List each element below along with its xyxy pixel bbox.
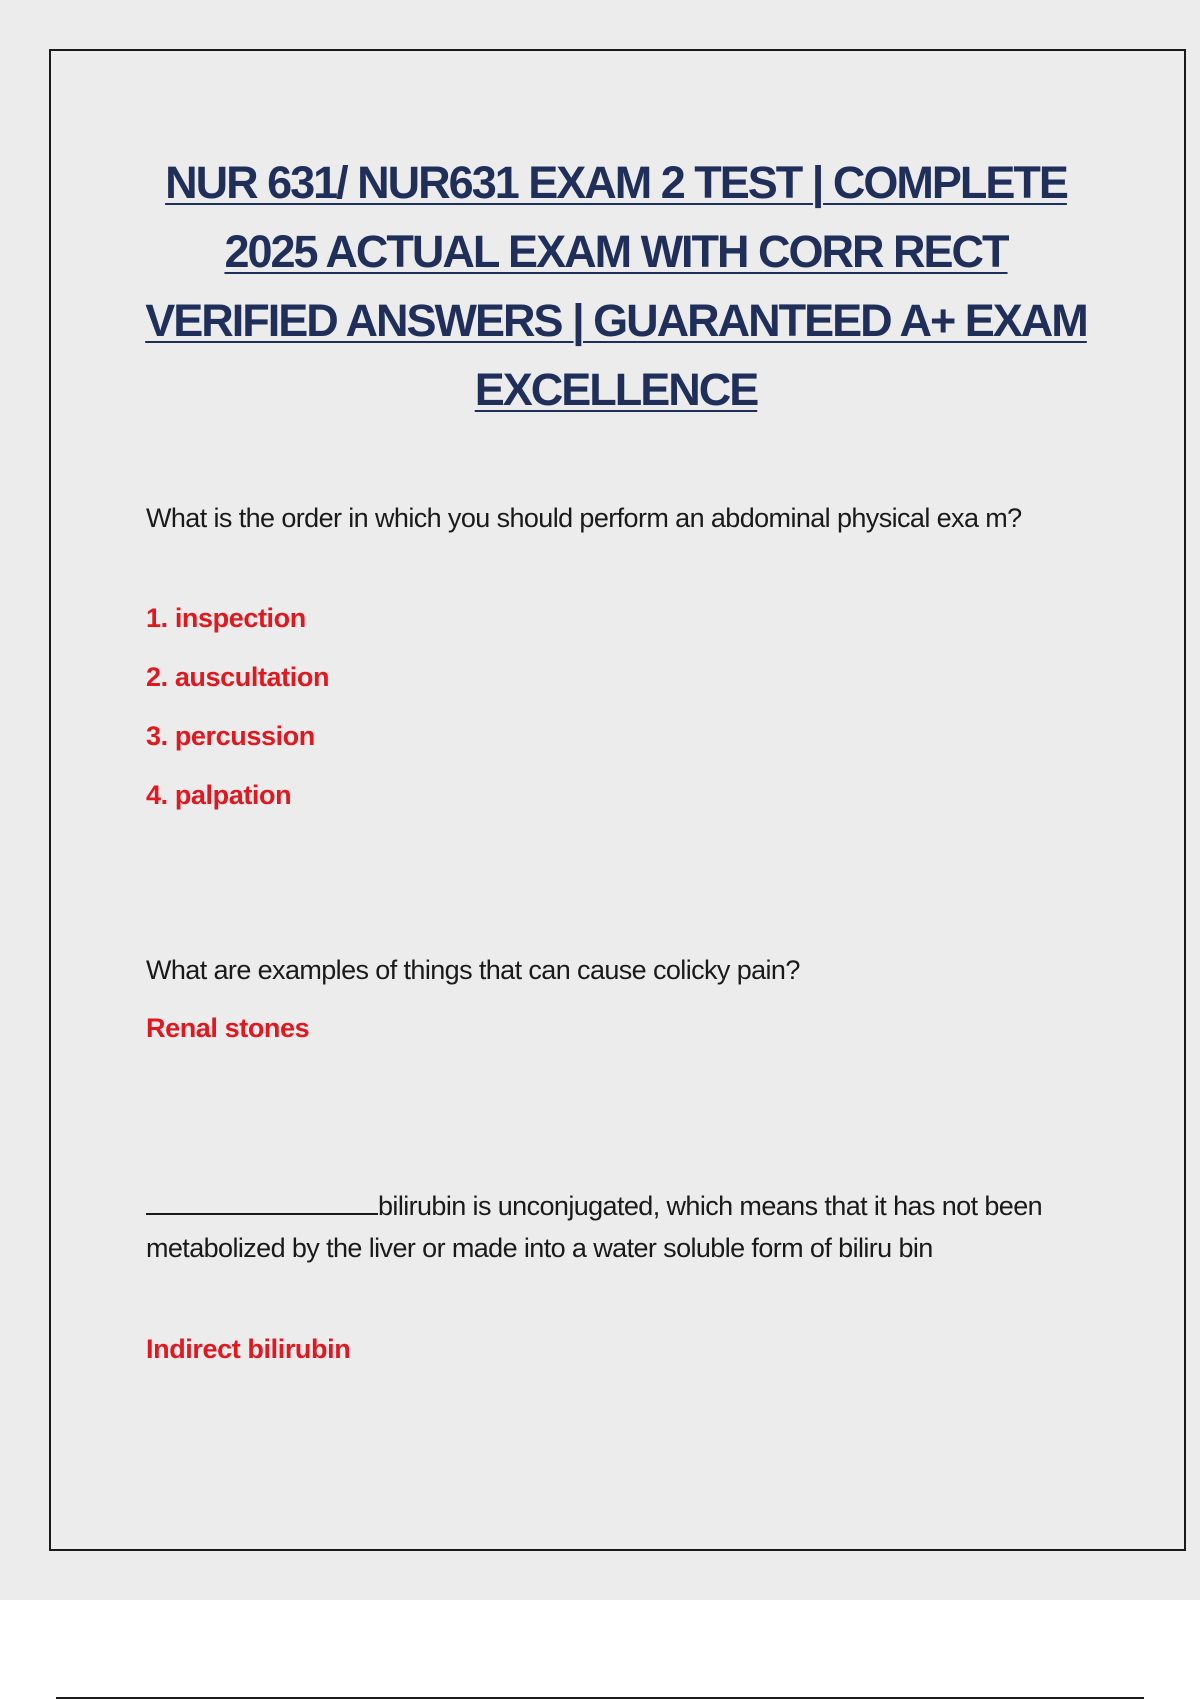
question-2: What are examples of things that can cause colicky pain? [146,955,800,985]
question-1: What is the order in which you should perform an abdominal physical exa m? [146,503,1022,533]
answer-1-3: 3. percussion [146,721,315,751]
answer-1-1: 1. inspection [146,603,306,633]
question-3-text: bilirubin is unconjugated, which means that it has not been metabolized by the liver or made into a water soluble form of biliru bin [146,1191,1043,1263]
footer-rule [56,1697,1144,1699]
answer-3-1: Indirect bilirubin [146,1334,351,1364]
answer-1-2: 2. auscultation [146,662,330,692]
fill-in-blank [146,1185,378,1215]
answer-2-1: Renal stones [146,1013,310,1043]
answer-1-4: 4. palpation [146,780,292,810]
document-title: NUR 631/ NUR631 EXAM 2 TEST | COMPLETE 2025 ACTUAL EXAM WITH CORR RECT VERIFIED ANSWERS | GUARANTEED A+ EXAM EXCELLENCE [145,157,1087,415]
question-3 [146,1185,1092,1269]
